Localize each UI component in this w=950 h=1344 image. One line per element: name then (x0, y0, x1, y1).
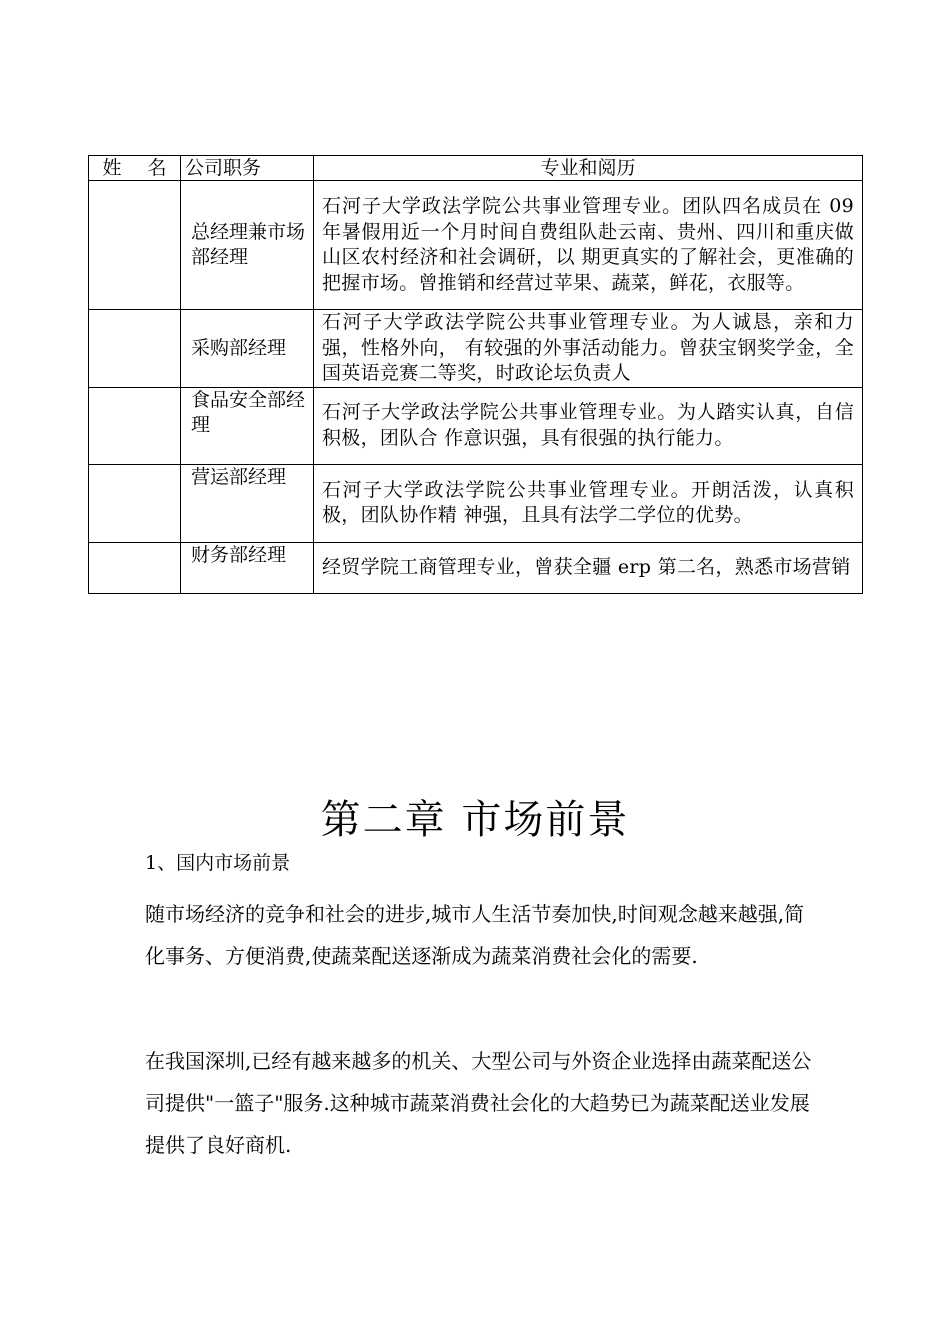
table-header-row (89, 156, 863, 181)
cell-position: 食品安全部经理 (181, 387, 314, 464)
table-row (89, 310, 863, 388)
cell-background: 石河子大学政法学院公共事业管理专业。团队四名成员在 09 年暑假用近一个月时间自费组队赴云南、贵州、四川和重庆做山区农村经济和社会调研，以 期更真实的了解社会，更准确的把握市场。曾推销和经营过苹果、蔬菜，鲜花，衣服等。 (314, 181, 863, 310)
cell-background: 经贸学院工商管理专业，曾获全疆 erp 第二名，熟悉市场营销 (314, 542, 863, 593)
cell-background: 石河子大学政法学院公共事业管理专业。为人踏实认真，自信积极，团队合 作意识强，具有很强的执行能力。 (314, 387, 863, 464)
cell-name (89, 387, 181, 464)
cell-position: 总经理兼市场部经理 (181, 181, 314, 310)
cell-position: 采购部经理 (181, 310, 314, 388)
chapter-title: 第二章 市场前景 (320, 797, 630, 843)
cell-background: 石河子大学政法学院公共事业管理专业。开朗活泼，认真积极，团队协作精 神强，且具有法学二学位的优势。 (314, 464, 863, 542)
cell-name (89, 181, 181, 310)
header-name-part2: 名 (147, 157, 167, 179)
cell-name (89, 310, 181, 388)
header-name (89, 156, 181, 181)
team-table (88, 155, 863, 594)
body-paragraph: 在我国深圳,已经有越来越多的机关、大型公司与外资企业选择由蔬菜配送公司提供"一篮子"服务.这种城市蔬菜消费社会化的大趋势已为蔬菜配送业发展提供了良好商机. (145, 1049, 812, 1157)
table-row (89, 542, 863, 593)
cell-name (89, 542, 181, 593)
body-paragraph: 随市场经济的竞争和社会的进步,城市人生活节奏加快,时间观念越来越强,简化事务、方便消费,使蔬菜配送逐渐成为蔬菜消费社会化的需要. (145, 902, 805, 968)
section-heading: 1、国内市场前景 (145, 852, 291, 874)
table-row (89, 464, 863, 542)
header-background: 专业和阅历 (314, 156, 863, 181)
cell-name (89, 464, 181, 542)
table-row (89, 181, 863, 310)
cell-position: 营运部经理 (181, 464, 314, 542)
table-row (89, 387, 863, 464)
header-position: 公司职务 (181, 156, 314, 181)
cell-position: 财务部经理 (181, 542, 314, 593)
header-name-part1: 姓 (102, 157, 122, 179)
cell-background: 石河子大学政法学院公共事业管理专业。为人诚恳，亲和力强，性格外向， 有较强的外事活动能力。曾获宝钢奖学金，全国英语竞赛二等奖，时政论坛负责人 (314, 310, 863, 388)
